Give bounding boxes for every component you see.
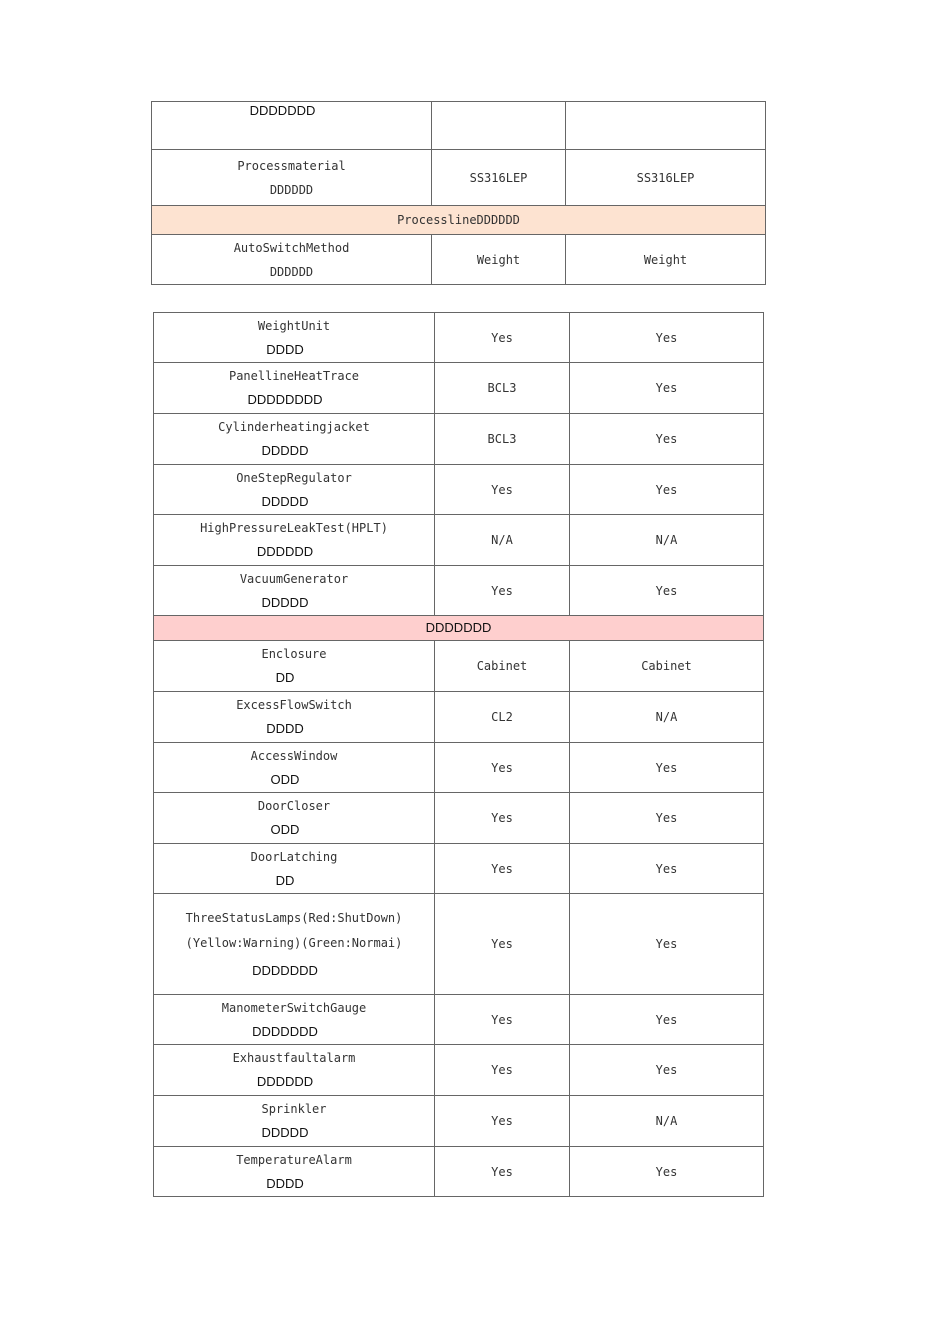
item-name: ManometerSwitchGauge xyxy=(221,1000,367,1015)
value-cell-2: N/A xyxy=(570,692,764,743)
table-row xyxy=(154,793,764,844)
value-cell-2: Yes xyxy=(570,566,764,616)
item-cn-label: DDDDDD xyxy=(256,544,314,559)
table-row xyxy=(154,844,764,894)
item-name: Enclosure xyxy=(261,647,327,661)
value-cell-2: Yes xyxy=(570,793,764,844)
item-name: DoorCloser xyxy=(257,799,331,813)
item-cn-label: DDDD xyxy=(266,341,304,357)
value-cell-1: SS316LEP xyxy=(432,150,566,206)
value-cell-1: Yes xyxy=(435,1096,570,1147)
section-header-label: DDDDDDD xyxy=(425,620,492,635)
value-cell-1: Yes xyxy=(435,743,570,793)
item-cn-label: DDDD xyxy=(266,721,304,736)
value-cell-1: Yes xyxy=(435,844,570,894)
item-name-line2: (Yellow:Warning)(Green:Normai) xyxy=(185,935,403,950)
item-cn-label: DDDDDD xyxy=(256,1074,314,1089)
value-cell-2: N/A xyxy=(570,1096,764,1147)
table-row xyxy=(154,743,764,793)
table-row xyxy=(152,235,766,285)
value-cell-1: Yes xyxy=(435,566,570,616)
value-cell-2: Weight xyxy=(566,235,766,285)
table-row xyxy=(154,414,764,465)
item-cn-label: DDDDDDDD xyxy=(247,392,323,407)
value-cell-2: Cabinet xyxy=(570,641,764,692)
value-cell-1: BCL3 xyxy=(435,414,570,465)
item-name: DoorLatching xyxy=(250,849,338,864)
item-name: PanellineHeatTrace xyxy=(228,369,360,383)
item-cn-label: DDDDDDD xyxy=(252,962,318,978)
item-cell xyxy=(154,743,435,793)
value-cell-2: Yes xyxy=(570,894,764,995)
item-cell xyxy=(154,313,435,363)
value-cell-1: Yes xyxy=(435,465,570,515)
item-cn-label: DDDDDD xyxy=(269,182,314,197)
item-cell xyxy=(152,150,432,206)
item-name: ThreeStatusLamps(Red:ShutDown) xyxy=(185,910,403,925)
section-header: ProcesslineDDDDDD xyxy=(152,206,766,235)
item-cn-label: DDDDD xyxy=(261,1125,309,1140)
value-cell-2: Yes xyxy=(570,995,764,1045)
value-cell-1: Yes xyxy=(435,1045,570,1096)
item-cell xyxy=(154,363,435,414)
value-cell-2 xyxy=(566,102,766,150)
item-name: Processmaterial xyxy=(237,158,346,173)
item-cell xyxy=(154,1096,435,1147)
value-cell-2: Yes xyxy=(570,363,764,414)
value-cell-2: Yes xyxy=(570,313,764,363)
value-cell-1: CL2 xyxy=(435,692,570,743)
item-cell xyxy=(154,414,435,465)
value-cell-1 xyxy=(432,102,566,150)
table-row xyxy=(154,313,764,363)
item-cell xyxy=(154,641,435,692)
table-row xyxy=(152,150,766,206)
value-cell-1: Yes xyxy=(435,1147,570,1197)
item-cn-label: DDDDDDD xyxy=(252,1023,318,1039)
item-cell xyxy=(152,235,432,285)
table-row xyxy=(152,102,766,150)
item-cn-label: ODD xyxy=(270,771,300,787)
item-cn-label: DDDDD xyxy=(261,493,309,509)
table-row xyxy=(154,566,764,616)
value-cell-1: N/A xyxy=(435,515,570,566)
item-cell xyxy=(154,894,435,995)
item-cn-label: DDDDDD xyxy=(269,264,314,279)
item-cn-label: DDDDDDD xyxy=(249,103,316,118)
item-name: Cylinderheatingjacket xyxy=(218,420,370,434)
table-row xyxy=(154,894,764,995)
table-row xyxy=(154,1045,764,1096)
item-cn-label: DDDDD xyxy=(261,443,309,458)
value-cell-1: Yes xyxy=(435,793,570,844)
item-cell xyxy=(154,566,435,616)
table-row xyxy=(154,465,764,515)
item-cell xyxy=(154,793,435,844)
value-cell-1: Cabinet xyxy=(435,641,570,692)
item-name: ExcessFlowSwitch xyxy=(236,698,352,712)
value-cell-1: Weight xyxy=(432,235,566,285)
table-row xyxy=(154,1096,764,1147)
item-name: AccessWindow xyxy=(250,748,338,763)
item-name: Sprinkler xyxy=(261,1102,327,1116)
section-header-row xyxy=(154,616,764,641)
value-cell-2: Yes xyxy=(570,844,764,894)
table-row xyxy=(154,363,764,414)
spec-table-top xyxy=(151,101,766,285)
item-cn-label: ODD xyxy=(270,822,300,837)
item-cell xyxy=(154,1147,435,1197)
item-cell xyxy=(154,1045,435,1096)
item-name: WeightUnit xyxy=(257,318,331,333)
section-header xyxy=(154,616,764,641)
value-cell-2: Yes xyxy=(570,1045,764,1096)
value-cell-1: Yes xyxy=(435,894,570,995)
item-cell xyxy=(154,515,435,566)
item-name: AutoSwitchMethod xyxy=(233,240,350,255)
table-row xyxy=(154,995,764,1045)
value-cell-2: Yes xyxy=(570,743,764,793)
spec-table-main xyxy=(153,312,764,1197)
value-cell-2: Yes xyxy=(570,465,764,515)
value-cell-1: BCL3 xyxy=(435,363,570,414)
value-cell-1: Yes xyxy=(435,313,570,363)
value-cell-1: Yes xyxy=(435,995,570,1045)
item-cn-label: DDDD xyxy=(266,1175,304,1191)
value-cell-2: Yes xyxy=(570,1147,764,1197)
item-cell xyxy=(154,692,435,743)
item-cell xyxy=(154,465,435,515)
item-name: HighPressureLeakTest(HPLT) xyxy=(200,521,388,535)
table-row xyxy=(154,515,764,566)
item-name: TemperatureAlarm xyxy=(236,1152,352,1167)
section-header-row xyxy=(152,206,766,235)
item-cell xyxy=(152,102,432,150)
table-row xyxy=(154,1147,764,1197)
item-cn-label: DD xyxy=(275,872,295,888)
item-cn-label: DD xyxy=(275,670,295,685)
item-name: OneStepRegulator xyxy=(236,470,352,485)
table-row xyxy=(154,692,764,743)
value-cell-2: SS316LEP xyxy=(566,150,766,206)
table-row xyxy=(154,641,764,692)
value-cell-2: N/A xyxy=(570,515,764,566)
item-cell xyxy=(154,844,435,894)
item-name: Exhaustfaultalarm xyxy=(232,1051,356,1065)
item-cell xyxy=(154,995,435,1045)
item-name: VacuumGenerator xyxy=(239,571,349,586)
item-cn-label: DDDDD xyxy=(261,594,309,610)
value-cell-2: Yes xyxy=(570,414,764,465)
